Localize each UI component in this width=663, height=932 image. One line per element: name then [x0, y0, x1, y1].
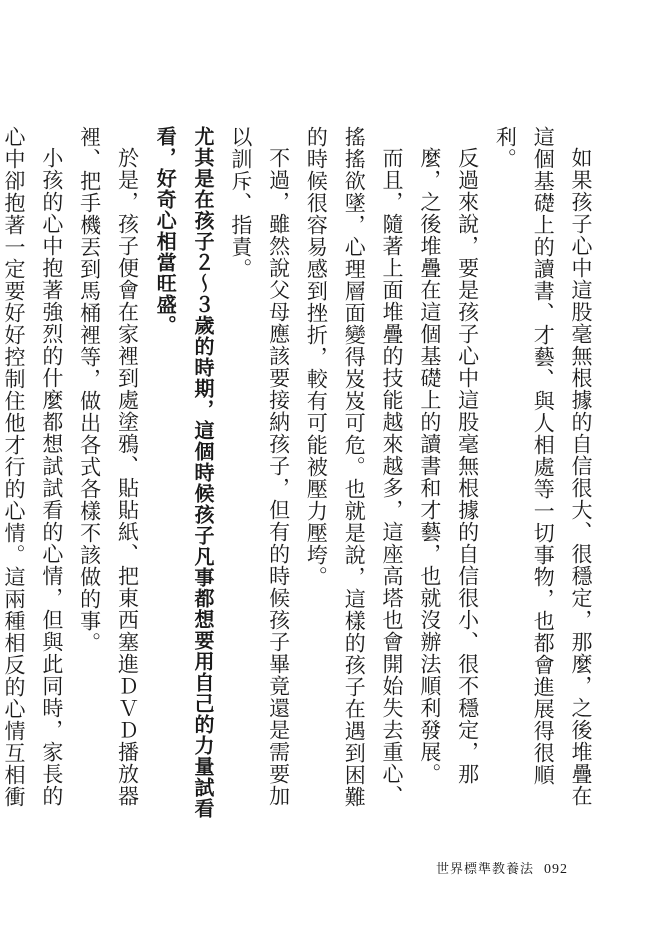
paragraph-3: 而且，隨著上面堆疊的技能越來越多，這座高塔也會開始失去重心、搖搖欲墜，心理層面變得岌岌可危。也就是說，這樣的孩子在遇到困難的時候很容易感到挫折，較有可能被壓力壓垮。	[304, 126, 405, 808]
paragraph-1: 如果孩子心中這股毫無根據的自信很大、很穩定，那麼，之後堆疊在這個基礎上的讀書、才藝、與人相處等一切事物，也都會進展得很順利。	[493, 126, 593, 807]
bold-heading: 尤其是在孩子２～３歲的時期，這個時候孩子凡事都想要用自己的力量試看看，好奇心相當旺盛。	[153, 126, 216, 819]
page-footer	[0, 858, 568, 878]
paragraph-2: 反過來說，要是孩子心中這股毫無根據的自信很小、很不穩定，那麼，之後堆疊在這個基礎上的讀書和才藝，也就沒辦法順利發展。	[417, 147, 480, 785]
paragraph-6: 小孩的心中抱著強烈的什麼都想試試看的心情，但與此同時，家長的心中卻抱著一定要好好控制住他才行的心情。這兩種相反的心情互相衝	[2, 126, 64, 808]
vertical-text-body	[2, 126, 599, 826]
book-title: 世界標準教養法	[435, 862, 534, 877]
paragraph-4: 不過，雖然說父母應該要接納孩子，但有的時候孩子畢竟還是需要加以訓斥、指責。	[228, 126, 291, 807]
paragraph-5: 於是，孩子便會在家裡到處塗鴉、貼貼紙、把東西塞進ＤＶＤ播放器裡、把手機丟到馬桶裡等，做出各式各樣不該做的事。	[77, 126, 140, 807]
page-number: 092	[544, 862, 568, 877]
